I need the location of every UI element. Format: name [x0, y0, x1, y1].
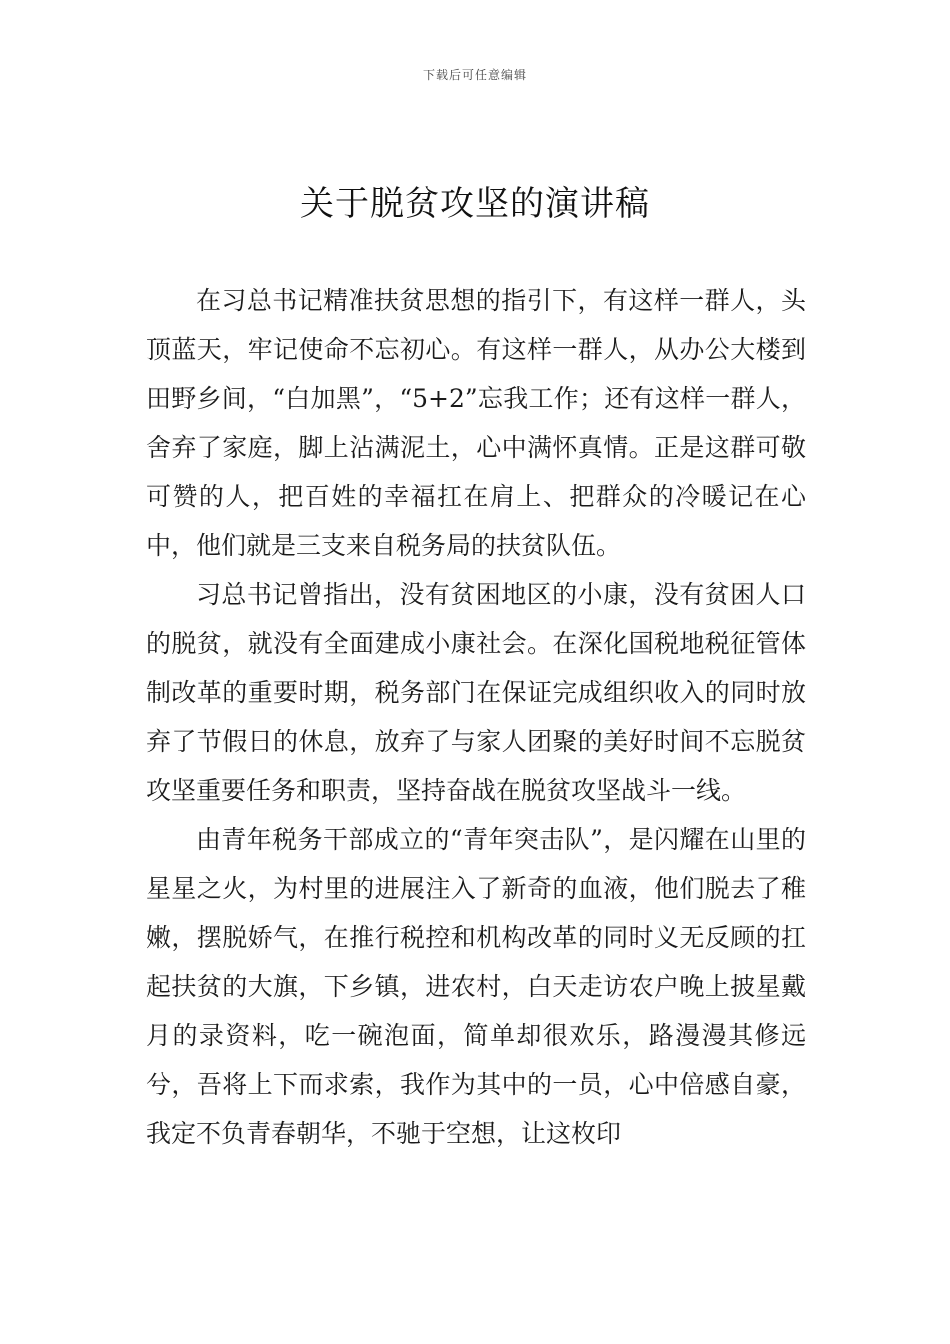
paragraph: 习总书记曾指出，没有贫困地区的小康，没有贫困人口的脱贫，就没有全面建成小康社会。在深化国税地税征管体制改革的重要时期，税务部门在保证完成组织收入的同时放弃了节假日的休息，放弃了与家人团聚的美好时间不忘脱贫攻坚重要任务和职责，坚持奋战在脱贫攻坚战斗一线。: [146, 580, 806, 805]
paragraph: 由青年税务干部成立的“青年突击队”，是闪耀在山里的星星之火，为村里的进展注入了新奇的血液，他们脱去了稚嫩，摆脱娇气，在推行税控和机构改革的同时义无反顾的扛起扶贫的大旗，下乡镇，进农村，白天走访农户晚上披星戴月的录资料，吃一碗泡面，简单却很欢乐，路漫漫其修远兮，吾将上下而求索，我作为其中的一员，心中倍感自豪，我定不负青春朝华，不驰于空想，让这枚印: [146, 825, 806, 1148]
document-title: 关于脱贫攻坚的演讲稿: [300, 184, 650, 224]
document-body: [146, 276, 806, 1158]
paragraph: 在习总书记精准扶贫思想的指引下，有这样一群人，头顶蓝天，牢记使命不忘初心。有这样一群人，从办公大楼到田野乡间，“白加黑”，“5+2”忘我工作；还有这样一群人，舍弃了家庭，脚上沾满泥土，心中满怀真情。正是这群可敬可赞的人，把百姓的幸福扛在肩上、把群众的冷暖记在心中，他们就是三支来自税务局的扶贫队伍。: [146, 286, 806, 560]
header-note: 下载后可任意编辑: [422, 68, 527, 82]
